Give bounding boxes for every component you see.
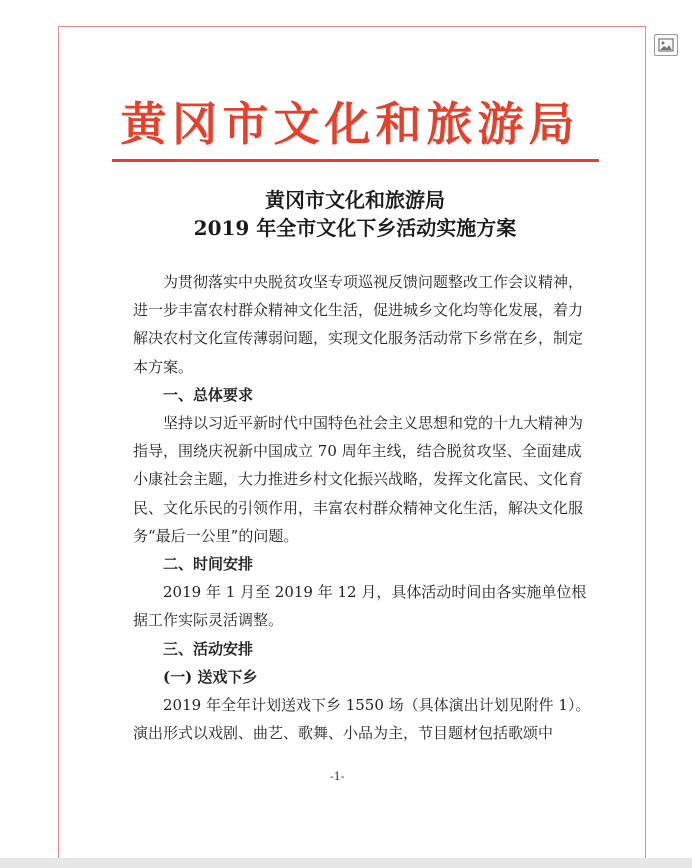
masthead-title: 黄冈市文化和旅游局 <box>120 97 580 151</box>
document-title-line2: 2019 年全市文化下乡活动实施方案 <box>193 216 517 240</box>
section2-heading: 二、时间安排 <box>163 555 254 574</box>
page-number: -1- <box>330 770 345 783</box>
section1-heading: 一、总体要求 <box>163 385 254 404</box>
red-divider <box>112 159 599 162</box>
document-body <box>133 268 591 747</box>
document-title-line1: 黄冈市文化和旅游局 <box>265 188 445 212</box>
image-icon[interactable] <box>654 34 678 56</box>
bottom-band <box>0 858 692 868</box>
section3-subheading: (一) 送戏下乡 <box>163 667 258 686</box>
section3-heading: 三、活动安排 <box>163 639 254 658</box>
section1-paragraph: 坚持以习近平新时代中国特色社会主义思想和党的十九大精神为指导，围绕庆祝新中国成立 70 周年主线，结合脱贫攻坚、全面建成小康社会主题，大力推进乡村文化振兴战略，发挥文化富民、文化育民、文化乐民的引领作用，丰富农村群众精神文化生活，解决文化服务“最后一公里”的问题。 <box>133 414 584 545</box>
section2-paragraph: 2019 年 1 月至 2019 年 12 月，具体活动时间由各实施单位根据工作实际灵活调整。 <box>133 583 587 630</box>
section3-paragraph: 2019 年全年计划送戏下乡 1550 场（具体演出计划见附件 1）。演出形式以戏剧、曲艺、歌舞、小品为主，节目题材包括歌颂中 <box>133 696 591 743</box>
intro-paragraph: 为贯彻落实中央脱贫攻坚专项巡视反馈问题整改工作会议精神，进一步丰富农村群众精神文化生活，促进城乡文化均等化发展，着力解决农村文化宣传薄弱问题，实现文化服务活动常下乡常在乡，制定本方案。 <box>133 273 584 376</box>
